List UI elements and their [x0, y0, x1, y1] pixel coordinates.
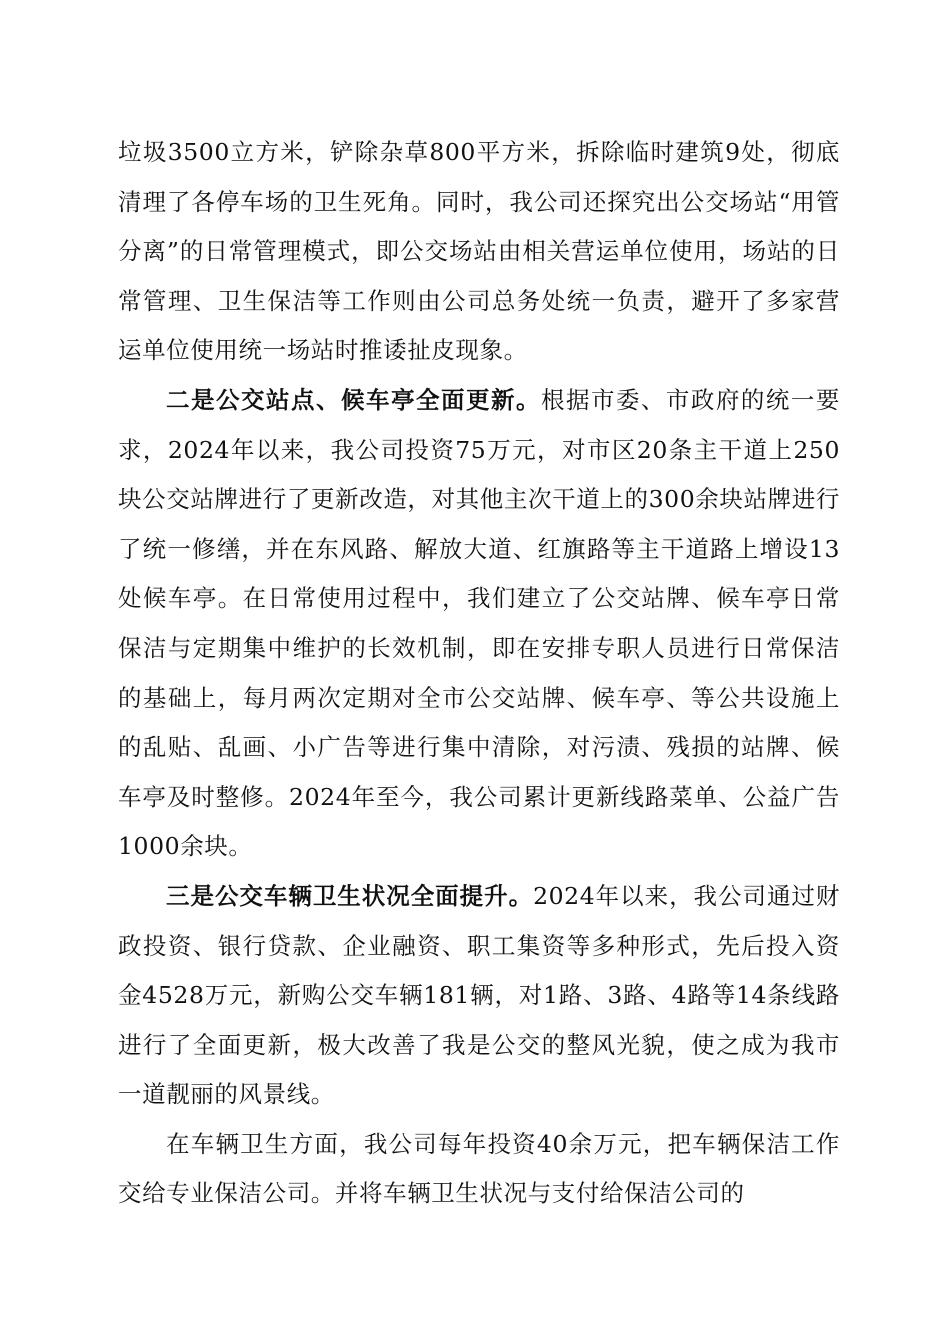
paragraph-bus-stops: [118, 376, 840, 872]
paragraph-vehicle-cleaning: [118, 1120, 840, 1219]
paragraph-text: 根据市委、市政府的统一要求，2024年以来，我公司投资75万元，对市区20条主干道上250块公交站牌进行了更新改造，对其他主次干道上的300余块站牌进行了统一修缮，并在东风路、解放大道、红旗路等主干道路上增设13处候车亭。在日常使用过程中，我们建立了公交站牌、候车亭日常保洁与定期集中维护的长效机制，即在安排专职人员进行日常保洁的基础上，每月两次定期对全市公交站牌、候车亭、等公共设施上的乱贴、乱画、小广告等进行集中清除，对污渍、残损的站牌、候车亭及时整修。2024年至今，我公司累计更新线路菜单、公益广告1000余块。: [118, 385, 841, 861]
paragraph-heading: 三是公交车辆卫生状况全面提升。: [166, 881, 534, 910]
paragraph-heading: 二是公交站点、候车亭全面更新。: [166, 385, 541, 414]
paragraph-text: 垃圾3500立方米，铲除杂草800平方米，拆除临时建筑9处，彻底清理了各停车场的卫生死角。同时，我公司还探究出公交场站“用管分离”的日常管理模式，即公交场站由相关营运单位使用，场站的日常管理、卫生保洁等工作则由公司总务处统一负责，避开了多家营运单位使用统一场站时推诿扯皮现象。: [118, 138, 840, 365]
paragraph-continued: [118, 128, 840, 376]
paragraph-text: 2024年以来，我公司通过财政投资、银行贷款、企业融资、职工集资等多种形式，先后投入资金4528万元，新购公交车辆181辆，对1路、3路、4路等14条线路进行了全面更新，极大改善了我是公交的整风光貌，使之成为我市一道靓丽的风景线。: [118, 881, 840, 1109]
document-body: [118, 128, 840, 1219]
paragraph-text: 在车辆卫生方面，我公司每年投资40余万元，把车辆保洁工作交给专业保洁公司。并将车辆卫生状况与支付给保洁公司的: [118, 1129, 840, 1208]
paragraph-bus-hygiene: [118, 872, 840, 1120]
